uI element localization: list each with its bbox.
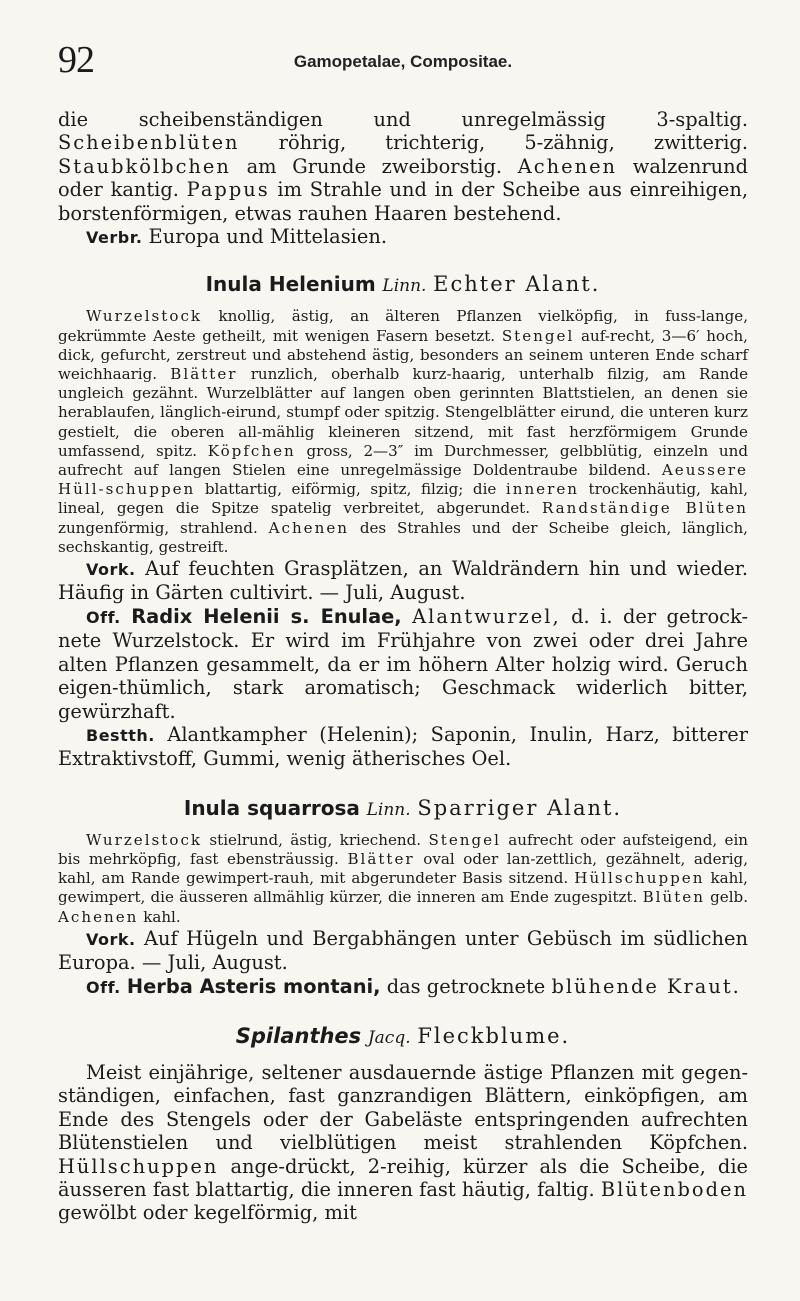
spaced-term: Achenen [517,154,618,178]
common-name: Sparriger Alant. [417,795,623,820]
spaced-term: Blütenboden [600,1178,748,1201]
text-run: Europa und Mittelasien. [142,225,387,249]
text-run: am Grunde zweiborstig. [230,154,518,178]
text-run: stielrund, ästig, kriechend. [202,830,429,849]
page-header [58,38,748,88]
text-run: Meist einjährige, seltener ausdauernde ästige Pflanzen mit gegen-ständigen, einfachen, fast ganzrandigen Blättern, einköpfigen, am Ende des Stengels oder der Gabeläste entspringenden aufrechten Blütenstielen und vielblütigen meist strahlenden Köpfchen. [58,1060,748,1155]
spaced-term: Aeussere Hüll-schuppen [58,461,748,499]
text-run: walzenrund oder kantig. [58,154,748,202]
constituents-paragraph [58,723,748,771]
text-run: blattartig, eiförmig, spitz, filzig; die [195,480,506,499]
section-label: Bestth. [86,725,155,745]
spaced-term: Wurzelstock [86,830,203,849]
text-run [402,605,412,628]
author-citation: Linn. [366,799,411,820]
text-run: gewölbt oder kegelförmig, mit [58,1201,357,1225]
species-heading-inula-squarrosa [58,795,748,823]
common-name: Fleckblume. [417,1023,571,1048]
text-run [121,605,131,628]
spaced-term: Randständige Blüten [541,499,748,518]
text-run [360,796,367,820]
text-run: knollig, ästig, an älteren Pflanzen vielköpfig, in fuss-lange, gekrümmte Aeste getheilt, mit wenigen Fasern besetzt. [58,307,748,345]
latin-name: Inula squarrosa [183,795,360,820]
text-run: ange-drückt, 2-reihig, kürzer als die Scheibe, die äusseren fast blattartig, die inneren fast häutig, faltig. [58,1154,748,1201]
page-number: 92 [58,39,94,81]
officinal-paragraph [58,975,748,999]
text-run: zungenförmig, strahlend. [58,518,269,537]
common-name: Echter Alant. [433,272,601,297]
spaced-term: Hüllschuppen [574,869,705,888]
section-label: Vork. [86,560,136,580]
spaced-term: Achenen [268,518,349,537]
text-run: runzlich, oberhalb kurz-haarig, unterhalb filzig, am Rande ungleich gezähnt. Wurzelblätter auf langen oben gerinnten Blattstielen, an denen sie herablaufen, länglich-eirund, stumpf oder spitzig. Stengelblätter eirund, die unteren kurz gestielt, die oberen all-mählig kleineren sitzend, mit fast herzförmigem Grunde umfassend, spitz. [58,365,749,460]
spaced-term: Staubkölbchen [58,154,231,178]
text-run: kahl, gewimpert, die äusseren allmählig kürzer, die inneren am Ende zugespitzt. [58,869,748,907]
spaced-term: Blätter [170,365,238,384]
text-run: Auf Hügeln und Bergabhängen unter Gebüsch im südlichen Europa. — Juli, August. [58,926,748,975]
section-label: Vork. [86,929,136,949]
latin-name: Inula Helenium [205,272,376,297]
spaced-term: Wurzelstock [86,307,203,326]
text-run [361,1024,368,1048]
running-head: Gamopetalae, Compositae. [293,52,513,71]
spaced-term: Alantwurzel, [412,604,561,628]
text-run: die scheibenständigen und unregelmässig 3-spaltig. [58,108,748,131]
spaced-term: Köpfchen [207,441,296,460]
text-run: oval oder lan-zettlich, gezähnelt, aderig, kahl, am Rande gewimpert-rauh, mit abgerundeter Basis sitzend. [58,849,749,888]
drug-name: Radix Helenii s. Enulae, [131,604,402,628]
spaced-term: Stengel [428,830,501,849]
text-run: d. i. der getrock-nete Wurzelstock. Er wird im Frühjahre von zwei oder drei Jahre alten Pflanzen gesammelt, da er im höhern Alter holzig wird. Geruch eigen-thümlich, stark aromatisch; Geschmack widerlich bitter, gewürzhaft. [58,604,749,723]
author-citation: Jacq. [367,1027,411,1048]
text-run: Alantkampher (Helenin); Saponin, Inulin, Harz, bitterer Extraktivstoff, Gummi, wenig ätherisches Oel. [58,722,748,771]
officinal-paragraph [58,605,748,723]
genus-heading-spilanthes [58,1023,748,1051]
spaced-term: blühende Kraut. [551,974,741,998]
spaced-term: Blüten [642,888,705,907]
species-description-inula-squarrosa [58,831,748,927]
section-label: Off. [86,607,121,627]
genus-name: Spilanthes [235,1023,362,1048]
text-run: Auf feuchten Grasplätzen, an Waldrändern hin und wieder. Häufig in Gärten cultivirt. — Juli, August. [58,557,748,605]
spaced-term: Hüllschuppen [58,1154,219,1178]
species-description-inula-helenium [58,307,748,557]
spaced-term: Blätter [347,849,415,868]
genus-description-continued [58,108,748,225]
species-heading-inula-helenium [58,271,748,299]
text-run: kahl. [138,907,181,926]
genus-description-spilanthes [58,1061,748,1225]
text-run: aufrecht oder aufsteigend, ein bis mehrköpfig, fast ebensträussig. [58,830,748,868]
page-body [58,108,748,1225]
occurrence-paragraph [58,927,748,975]
drug-name: Herba Asteris montani, [126,974,381,998]
spaced-term: inneren [505,480,579,499]
distribution-paragraph [58,225,748,249]
text-run: röhrig, trichterig, 5-zähnig, zwitterig. [239,131,748,155]
section-label: Verbr. [86,228,143,248]
spaced-term: Achenen [58,907,139,926]
spaced-term: Scheibenblüten [58,131,240,155]
spaced-term: Pappus [186,178,270,202]
text-run: gross, 2—3″ im Durchmesser, gelbblütig, einzeln und aufrecht auf langen Stielen eine unregelmässige Doldentraube bildend. [58,441,748,480]
text-run: auf-recht, 3—6′ hoch, dick, gefurcht, zerstreut und abstehend ästig, besonders an seinem unteren Ende scharf weichhaarig. [58,326,748,384]
text-run: das getrocknete [380,974,552,998]
text-run: gelb. [704,888,748,907]
author-citation: Linn. [382,276,427,297]
text-run: im Strahle und in der Scheibe aus einreihigen, borstenförmigen, etwas rauhen Haaren bestehend. [58,178,748,225]
spaced-term: Stengel [501,326,575,345]
section-label: Off. [86,977,121,997]
text-run: trockenhäutig, kahl, lineal, gegen die Spitze spatelig verbreitet, abgerundet. [58,480,748,518]
occurrence-paragraph [58,557,748,605]
text-run: des Strahles und der Scheibe gleich, länglich, sechskantig, gestreift. [58,518,748,556]
